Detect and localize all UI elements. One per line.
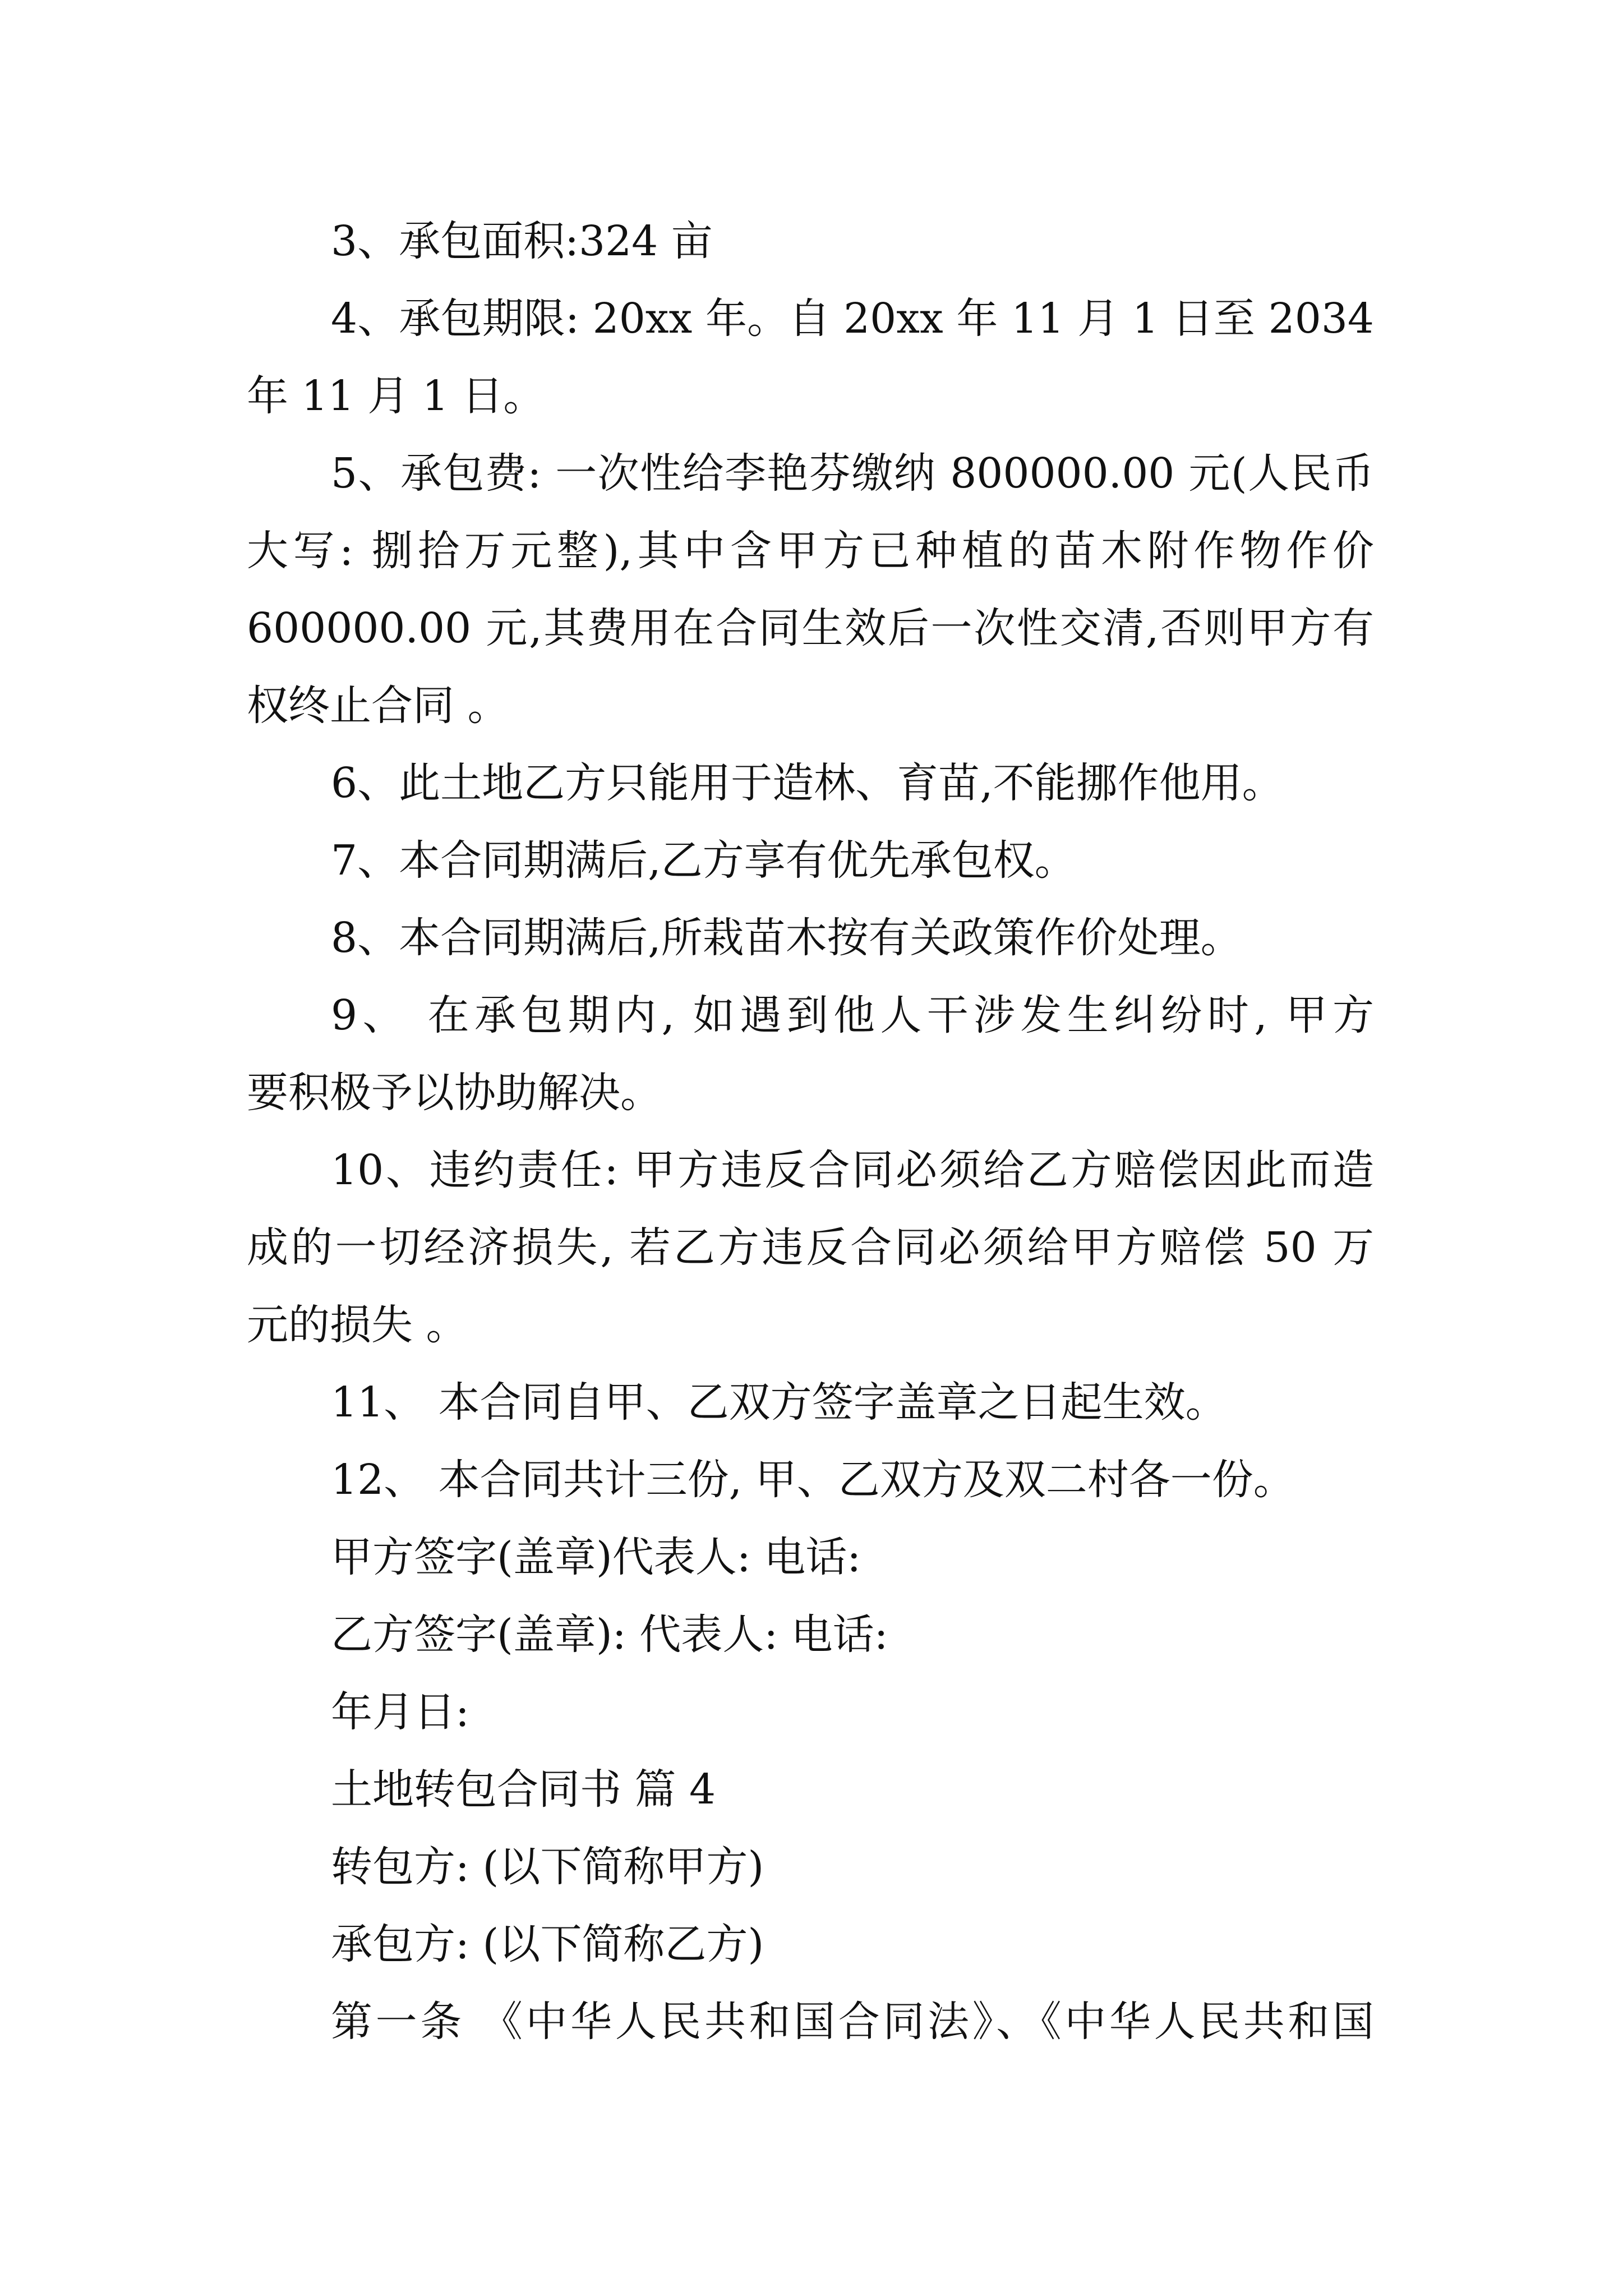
text-line: 转包方: (以下简称甲方): [331, 1843, 764, 1891]
text-line: 大写: 捌拾万元整),其中含甲方已种植的苗木附作物作价: [247, 527, 1374, 575]
text-line: 4、承包期限: 20xx 年。自 20xx 年 11 月 1 日至 2034: [331, 295, 1374, 343]
text-line: 9、 在承包期内, 如遇到他人干涉发生纠纷时, 甲方: [331, 991, 1374, 1039]
text-line: 年 11 月 1 日。: [247, 372, 545, 420]
section-heading: 土地转包合同书 篇 4: [331, 1765, 716, 1814]
text-line: 10、违约责任: 甲方违反合同必须给乙方赔偿因此而造: [331, 1146, 1374, 1194]
text-line: 要积极予以协助解决。: [247, 1069, 662, 1117]
text-line: 乙方签字(盖章): 代表人: 电话:: [331, 1611, 888, 1659]
text-line: 成的一切经济损失, 若乙方违反合同必须给甲方赔偿 50 万: [247, 1223, 1374, 1272]
text-line: 3、承包面积:324 亩: [331, 217, 713, 265]
text-line: 年月日:: [331, 1688, 469, 1736]
text-line: 11、 本合同自甲、乙双方签字盖章之日起生效。: [331, 1378, 1227, 1427]
text-line: 第一条 《中华人民共和国合同法》、《中华人民共和国: [331, 1998, 1374, 2046]
text-line: 权终止合同 。: [247, 682, 509, 730]
text-line: 6、此土地乙方只能用于造林、育苗,不能挪作他用。: [331, 759, 1284, 807]
text-line: 甲方签字(盖章)代表人: 电话:: [331, 1533, 861, 1581]
text-line: 600000.00 元,其费用在合同生效后一次性交清,否则甲方有: [247, 604, 1374, 652]
text-line: 12、 本合同共计三份, 甲、乙双方及双二村各一份。: [331, 1456, 1295, 1504]
text-line: 8、本合同期满后,所栽苗木按有关政策作价处理。: [331, 914, 1242, 962]
text-line: 7、本合同期满后,乙方享有优先承包权。: [331, 836, 1076, 885]
text-line: 5、承包费: 一次性给李艳芬缴纳 800000.00 元(人民币: [331, 449, 1374, 498]
text-line: 元的损失 。: [247, 1301, 468, 1349]
text-line: 承包方: (以下简称乙方): [331, 1920, 764, 1968]
